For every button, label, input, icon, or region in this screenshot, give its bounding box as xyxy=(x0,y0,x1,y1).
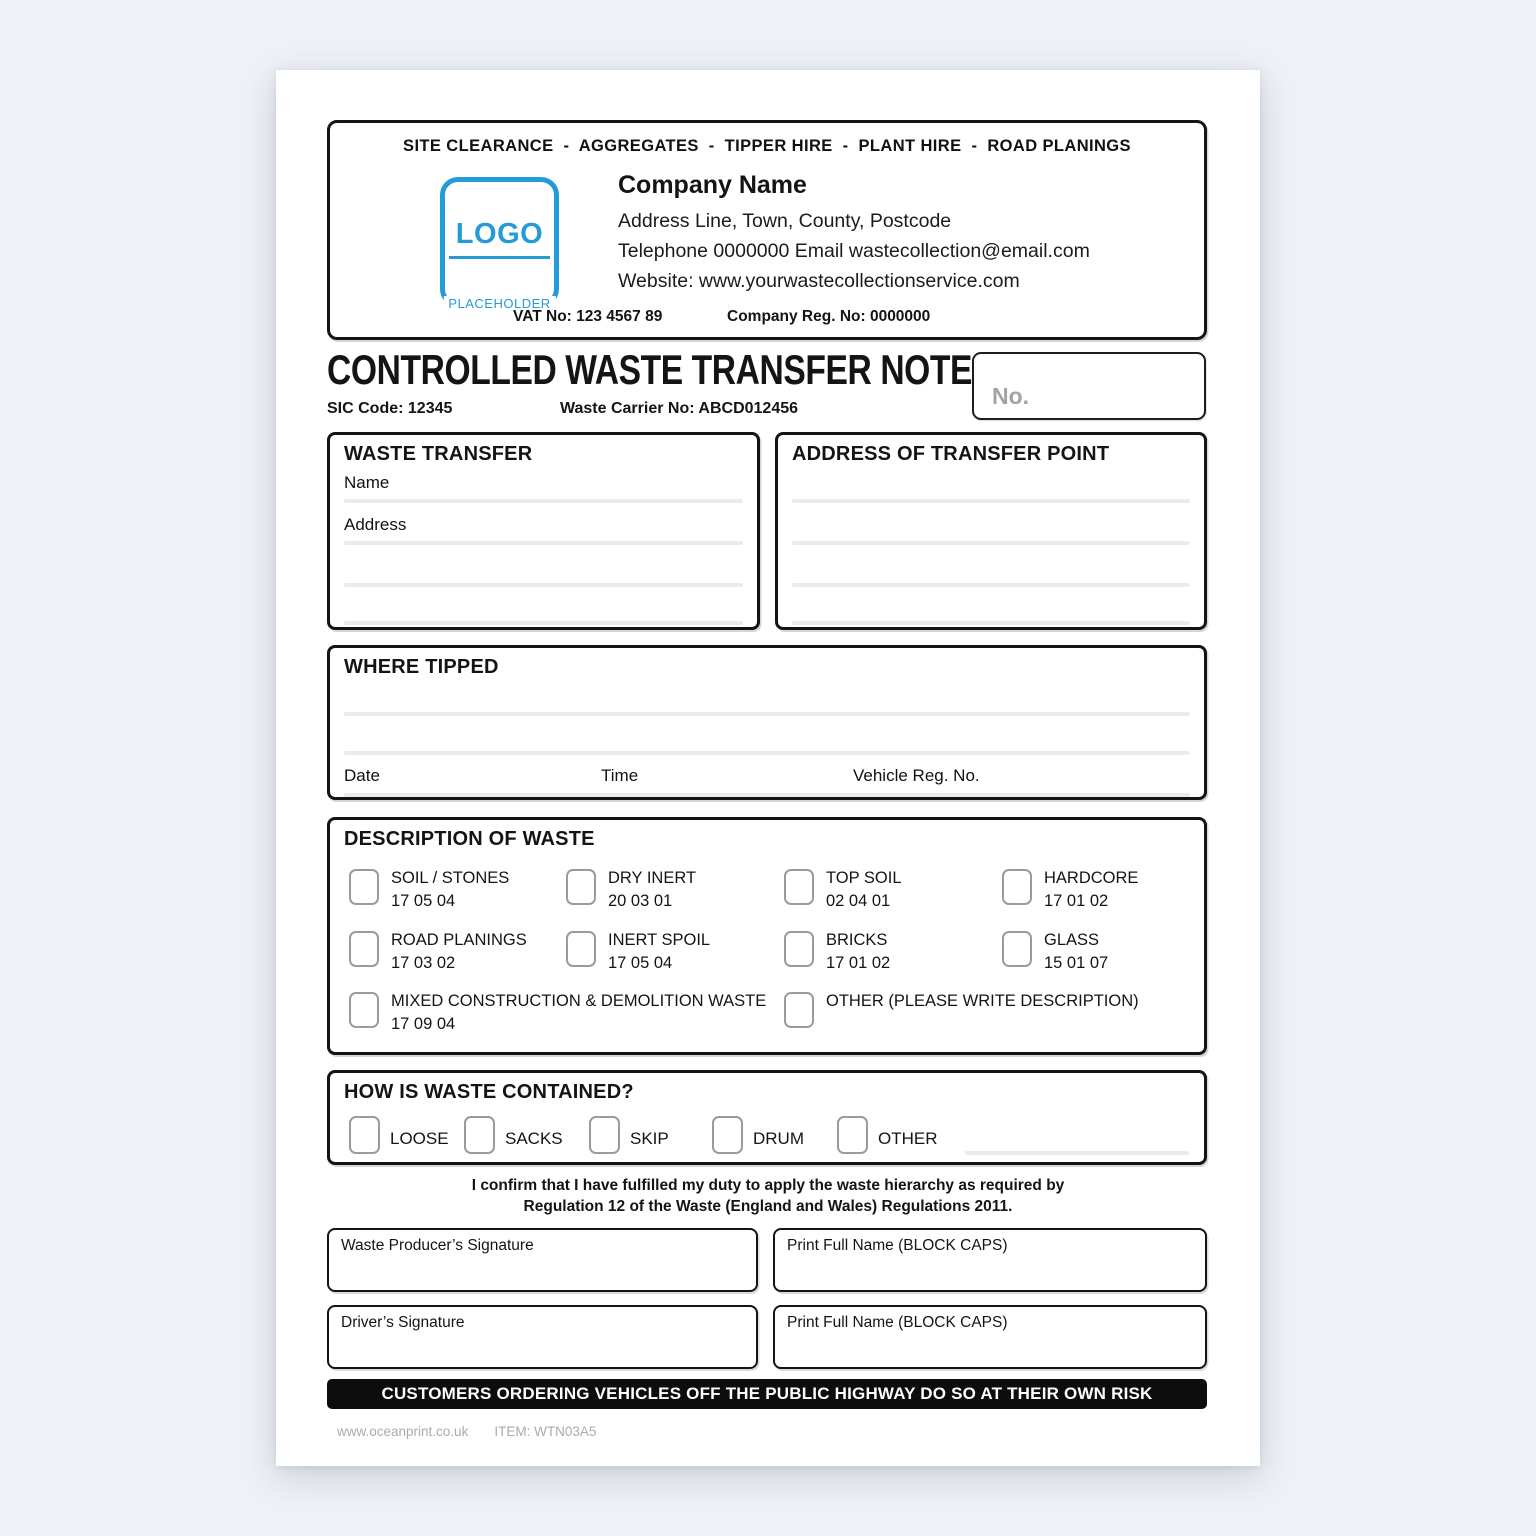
company-details xyxy=(618,169,1090,296)
producer-print-name-box xyxy=(773,1228,1207,1292)
option-code: 20 03 01 xyxy=(608,892,673,910)
contained-option-other xyxy=(837,1116,938,1154)
time-label: Time xyxy=(601,766,639,785)
fill-line xyxy=(344,621,743,625)
contained-option-skip xyxy=(589,1116,669,1154)
driver-print-name-box xyxy=(773,1305,1207,1369)
confirmation-line-1: I confirm that I have fulfilled my duty to apply the waste hierarchy as required by xyxy=(471,1177,1065,1194)
checkbox xyxy=(349,931,379,967)
logo-text: LOGO xyxy=(449,218,550,259)
fill-line xyxy=(344,583,743,587)
contained-option-sacks xyxy=(464,1116,563,1154)
confirmation-line-2: Regulation 12 of the Waste (England and Wales) Regulations 2011. xyxy=(523,1198,1013,1215)
option-label: BRICKS xyxy=(826,931,888,949)
company-name: Company Name xyxy=(618,171,807,199)
address-fill-line xyxy=(344,541,743,545)
checkbox xyxy=(566,869,596,905)
checkbox xyxy=(349,1116,380,1154)
other-fill-line xyxy=(965,1151,1189,1155)
checkbox xyxy=(589,1116,620,1154)
where-tipped-heading: WHERE TIPPED xyxy=(344,656,499,678)
waste-option-top-soil xyxy=(784,869,902,913)
checkbox xyxy=(1002,869,1032,905)
option-code: 17 01 02 xyxy=(826,954,891,972)
producer-signature-box xyxy=(327,1228,758,1292)
waste-transfer-heading: WASTE TRANSFER xyxy=(344,443,533,465)
vehicle-reg-label: Vehicle Reg. No. xyxy=(853,766,980,785)
note-number-label: No. xyxy=(992,383,1030,409)
contained-option-loose xyxy=(349,1116,449,1154)
fill-line xyxy=(344,712,1190,716)
option-label: GLASS xyxy=(1044,931,1100,949)
option-code: 17 05 04 xyxy=(391,892,456,910)
checkbox xyxy=(349,992,379,1028)
description-heading: DESCRIPTION OF WASTE xyxy=(344,828,595,850)
option-code: 17 03 02 xyxy=(391,954,456,972)
checkbox xyxy=(566,931,596,967)
checkbox xyxy=(837,1116,868,1154)
option-label: LOOSE xyxy=(390,1129,449,1148)
note-number-box xyxy=(972,352,1206,420)
checkbox xyxy=(712,1116,743,1154)
option-code: 17 01 02 xyxy=(1044,892,1109,910)
company-contact: Telephone 0000000 Email wastecollection@email.com xyxy=(618,240,1090,262)
option-code: 15 01 07 xyxy=(1044,954,1109,972)
option-label: OTHER xyxy=(878,1129,938,1148)
date-label: Date xyxy=(344,766,380,785)
fill-line xyxy=(792,541,1190,545)
fill-line xyxy=(792,583,1190,587)
fill-line xyxy=(792,621,1190,625)
waste-carrier-number: Waste Carrier No: ABCD012456 xyxy=(560,400,799,417)
description-of-waste-box xyxy=(327,817,1207,1055)
where-tipped-box xyxy=(327,645,1207,800)
services-line: SITE CLEARANCE - AGGREGATES - TIPPER HIRE - PLANT HIRE - ROAD PLANINGS xyxy=(403,137,1131,155)
driver-signature-box xyxy=(327,1305,758,1369)
company-header-box xyxy=(327,120,1207,340)
waste-option-road-planings xyxy=(349,931,527,975)
printer-website: www.oceanprint.co.uk xyxy=(337,1424,469,1439)
checkbox xyxy=(784,931,814,967)
option-label: OTHER (PLEASE WRITE DESCRIPTION) xyxy=(826,992,1139,1010)
option-code: 02 04 01 xyxy=(826,892,891,910)
document-title: CONTROLLED WASTE TRANSFER NOTE xyxy=(327,346,973,393)
transfer-point-heading: ADDRESS OF TRANSFER POINT xyxy=(792,443,1110,465)
waste-contained-box xyxy=(327,1070,1207,1165)
waste-option-other xyxy=(784,992,1139,1028)
name-fill-line xyxy=(344,499,743,503)
company-website: Website: www.yourwastecollectionservice.com xyxy=(618,270,1020,292)
option-label: DRUM xyxy=(753,1129,804,1148)
confirmation-statement xyxy=(276,1175,1260,1217)
vat-number: VAT No: 123 4567 89 xyxy=(513,308,663,325)
fill-line xyxy=(344,751,1190,755)
option-label: ROAD PLANINGS xyxy=(391,931,527,949)
risk-banner: CUSTOMERS ORDERING VEHICLES OFF THE PUBLIC HIGHWAY DO SO AT THEIR OWN RISK xyxy=(327,1379,1207,1409)
option-label: SOIL / STONES xyxy=(391,869,510,887)
company-address: Address Line, Town, County, Postcode xyxy=(618,210,952,232)
checkbox xyxy=(464,1116,495,1154)
fill-line xyxy=(792,499,1190,503)
option-code: 17 09 04 xyxy=(391,1015,456,1033)
waste-contained-heading: HOW IS WASTE CONTAINED? xyxy=(344,1081,634,1103)
option-label: MIXED CONSTRUCTION & DEMOLITION WASTE xyxy=(391,992,767,1010)
transfer-point-box xyxy=(775,432,1207,630)
company-reg-number: Company Reg. No: 0000000 xyxy=(727,308,931,325)
name-label: Name xyxy=(344,473,390,492)
item-code: ITEM: WTN03A5 xyxy=(494,1424,597,1439)
option-label: HARDCORE xyxy=(1044,869,1139,887)
option-code: 17 05 04 xyxy=(608,954,673,972)
option-label: TOP SOIL xyxy=(826,869,902,887)
producer-print-name-label: Print Full Name (BLOCK CAPS) xyxy=(787,1237,1008,1254)
checkbox xyxy=(1002,931,1032,967)
waste-option-hardcore xyxy=(1002,869,1138,913)
driver-signature-label: Driver’s Signature xyxy=(341,1314,465,1331)
checkbox xyxy=(784,869,814,905)
checkbox xyxy=(349,869,379,905)
print-footer xyxy=(337,1424,596,1439)
waste-option-dry-inert xyxy=(566,869,696,913)
waste-transfer-box xyxy=(327,432,760,630)
checkbox xyxy=(784,992,814,1028)
option-label: INERT SPOIL xyxy=(608,931,711,949)
waste-option-inert-spoil xyxy=(566,931,710,975)
waste-option-bricks xyxy=(784,931,890,975)
waste-option-mixed-construction xyxy=(349,992,766,1036)
sic-code: SIC Code: 12345 xyxy=(327,400,453,417)
waste-option-soil-stones xyxy=(349,869,509,913)
waste-transfer-note-page xyxy=(276,70,1260,1466)
option-label: SKIP xyxy=(630,1129,669,1148)
registration-row xyxy=(330,308,1204,330)
producer-signature-label: Waste Producer’s Signature xyxy=(341,1237,534,1254)
fill-line xyxy=(344,793,1190,797)
logo-subtext: PLACEHOLDER xyxy=(443,296,555,311)
contained-option-drum xyxy=(712,1116,804,1154)
option-label: DRY INERT xyxy=(608,869,697,887)
waste-option-glass xyxy=(1002,931,1108,975)
logo-placeholder xyxy=(440,177,559,311)
driver-print-name-label: Print Full Name (BLOCK CAPS) xyxy=(787,1314,1008,1331)
option-label: SACKS xyxy=(505,1129,563,1148)
address-label: Address xyxy=(344,515,407,534)
